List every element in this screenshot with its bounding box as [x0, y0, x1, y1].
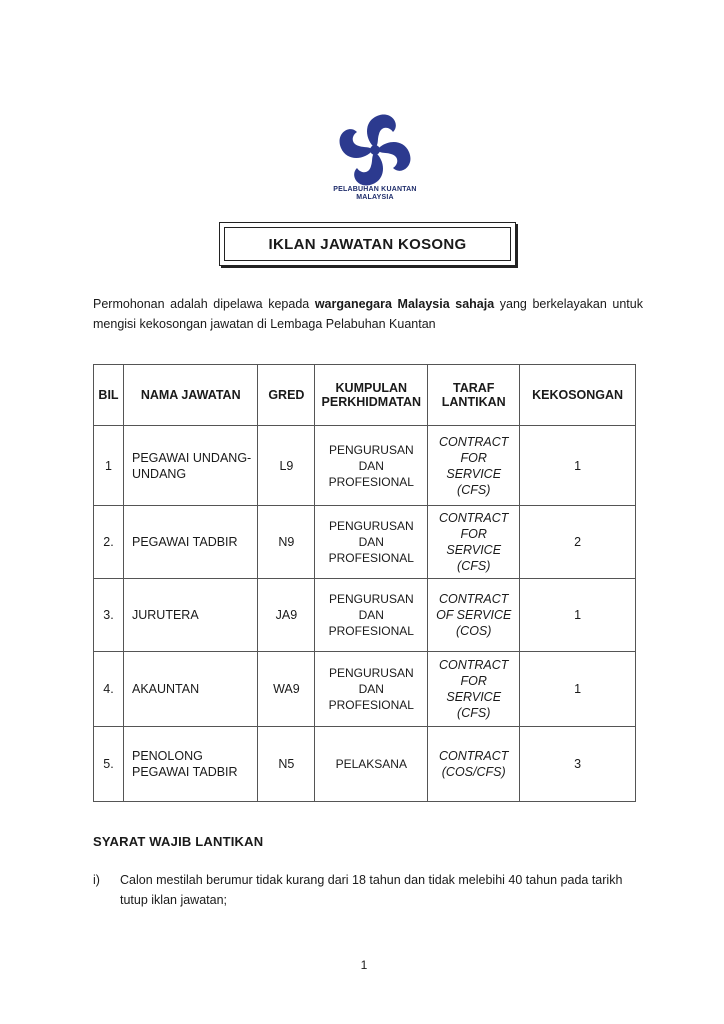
cell-kekosongan: 3 — [520, 727, 636, 802]
cell-nama-line-1: PEGAWAI UNDANG- — [131, 450, 252, 465]
cell-kekosongan: 1 — [520, 426, 636, 506]
cell-nama-line-1: JURUTERA — [131, 608, 199, 622]
cell-taraf — [428, 579, 520, 652]
header-kumpulan-line-1: KUMPULAN — [335, 381, 408, 395]
header-kumpulan-line-2: PERKHIDMATAN — [321, 395, 422, 409]
cell-taraf-line-1: CONTRACT — [438, 434, 509, 449]
cell-bil: 1 — [94, 426, 124, 506]
cell-taraf — [428, 506, 520, 579]
cell-kekosongan: 2 — [520, 506, 636, 579]
intro-part-1: Permohonan adalah dipelawa kepada — [93, 297, 315, 311]
header-taraf-line-1: TARAF — [452, 381, 495, 395]
cell-nama — [123, 506, 257, 579]
page-number: 1 — [360, 958, 368, 972]
cell-kumpulan — [315, 506, 428, 579]
logo-text — [300, 186, 450, 202]
header-taraf — [428, 365, 520, 426]
cell-nama — [123, 426, 257, 506]
cell-bil: 3. — [94, 579, 124, 652]
table-row — [94, 579, 636, 652]
cell-kekosongan: 1 — [520, 652, 636, 727]
cell-nama — [123, 652, 257, 727]
cell-kumpulan — [315, 426, 428, 506]
syarat-item-number: i) — [93, 873, 100, 887]
table-row — [94, 506, 636, 579]
cell-kumpulan — [315, 652, 428, 727]
cell-nama-line-1: AKAUNTAN — [131, 682, 200, 696]
cell-gred: WA9 — [258, 652, 315, 727]
cell-kumpulan-line-3: PROFESIONAL — [328, 474, 414, 489]
cell-bil: 5. — [94, 727, 124, 802]
header-bil: BIL — [94, 365, 124, 426]
logo-line-1: PELABUHAN KUANTAN — [333, 186, 417, 193]
cell-taraf-line-2: FOR SERVICE — [446, 527, 502, 557]
table-header-row — [94, 365, 636, 426]
cell-kumpulan — [315, 727, 428, 802]
title-box — [219, 222, 516, 266]
cell-nama — [123, 579, 257, 652]
table-row — [94, 426, 636, 506]
cell-nama — [123, 727, 257, 802]
cell-kumpulan — [315, 579, 428, 652]
header-kumpulan — [315, 365, 428, 426]
cell-nama-line-2: UNDANG — [131, 466, 187, 481]
cell-taraf-line-3: (COS) — [456, 624, 492, 638]
pelabuhan-kuantan-logo-icon — [335, 110, 415, 188]
cell-taraf-line-3: (CFS) — [457, 706, 491, 720]
cell-kumpulan-line-2: DAN — [358, 682, 384, 696]
cell-kumpulan-line-3: PROFESIONAL — [328, 624, 414, 638]
cell-nama-line-1: PENOLONG — [131, 749, 203, 763]
cell-taraf-line-2: OF SERVICE — [436, 608, 512, 622]
cell-gred: L9 — [258, 426, 315, 506]
vacancy-table — [93, 364, 636, 802]
cell-taraf — [428, 727, 520, 802]
cell-nama-line-2: PEGAWAI TADBIR — [131, 765, 238, 779]
cell-kumpulan-line-1: PENGURUSAN — [328, 666, 414, 680]
cell-bil: 2. — [94, 506, 124, 579]
cell-taraf-line-3: (CFS) — [457, 482, 491, 497]
intro-paragraph — [93, 294, 643, 334]
cell-kumpulan-line-1: PENGURUSAN — [328, 519, 414, 533]
cell-bil: 4. — [94, 652, 124, 727]
cell-taraf-line-1: CONTRACT — [438, 658, 509, 672]
cell-kumpulan-line-2: DAN — [358, 458, 384, 473]
header-taraf-line-2: LANTIKAN — [441, 395, 506, 409]
cell-nama-line-1: PEGAWAI TADBIR — [131, 535, 238, 549]
intro-part-2: yang berkelayakan untuk mengisi kekosongan jawatan di Lembaga Pelabuhan Kuantan — [93, 297, 643, 331]
cell-kumpulan-line-1: PELAKSANA — [335, 757, 407, 771]
header-kekosongan: KEKOSONGAN — [520, 365, 636, 426]
syarat-item — [93, 870, 643, 910]
logo-line-2: MALAYSIA — [356, 194, 394, 201]
cell-taraf-line-2: FOR SERVICE — [446, 674, 502, 704]
cell-taraf — [428, 652, 520, 727]
cell-kumpulan-line-1: PENGURUSAN — [328, 592, 414, 606]
header-gred: GRED — [258, 365, 315, 426]
syarat-heading: SYARAT WAJIB LANTIKAN — [93, 834, 264, 849]
syarat-item-text: Calon mestilah berumur tidak kurang dari 18 tahun dan tidak melebihi 40 tahun pada tarikh tutup iklan jawatan; — [120, 873, 623, 907]
header-nama-jawatan: NAMA JAWATAN — [123, 365, 257, 426]
cell-gred: N9 — [258, 506, 315, 579]
cell-kumpulan-line-3: PROFESIONAL — [328, 551, 414, 565]
cell-taraf-line-2: (COS/CFS) — [441, 765, 506, 779]
cell-gred: JA9 — [258, 579, 315, 652]
cell-kumpulan-line-1: PENGURUSAN — [328, 442, 414, 457]
cell-taraf-line-3: (CFS) — [457, 559, 491, 573]
cell-taraf-line-1: CONTRACT — [438, 511, 509, 525]
cell-taraf-line-1: CONTRACT — [438, 749, 509, 763]
cell-kekosongan: 1 — [520, 579, 636, 652]
cell-kumpulan-line-3: PROFESIONAL — [328, 698, 414, 712]
cell-gred: N5 — [258, 727, 315, 802]
table-row — [94, 727, 636, 802]
page-title: IKLAN JAWATAN KOSONG — [224, 227, 511, 261]
cell-taraf — [428, 426, 520, 506]
cell-kumpulan-line-2: DAN — [358, 608, 384, 622]
intro-bold: warganegara Malaysia sahaja — [314, 297, 495, 311]
cell-taraf-line-2: FOR SERVICE — [446, 450, 502, 481]
table-row — [94, 652, 636, 727]
cell-taraf-line-1: CONTRACT — [438, 592, 509, 606]
cell-kumpulan-line-2: DAN — [358, 535, 384, 549]
